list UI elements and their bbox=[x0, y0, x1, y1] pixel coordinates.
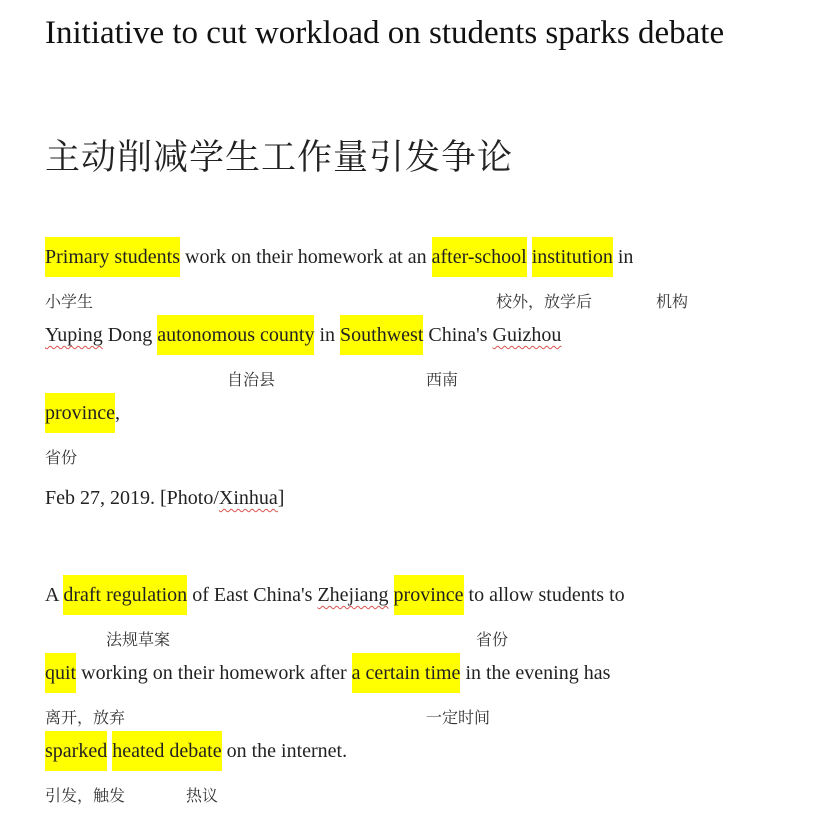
p2-line-2 bbox=[45, 653, 610, 693]
gloss-institution: 机构 bbox=[656, 292, 689, 311]
text-segment: on the internet. bbox=[221, 740, 348, 762]
highlight-heated-debate: heated debate bbox=[112, 731, 221, 771]
gloss-province: 省份 bbox=[476, 630, 509, 649]
gloss-province: 省份 bbox=[45, 448, 78, 467]
highlight-after-school: after-school bbox=[432, 237, 527, 277]
caption-text: ] bbox=[277, 487, 285, 509]
highlight-southwest: Southwest bbox=[340, 315, 423, 355]
p1-line-1 bbox=[45, 237, 633, 277]
highlight-province: province bbox=[394, 575, 464, 615]
spellcheck-xinhua: Xinhua bbox=[218, 487, 278, 509]
highlight-quit: quit bbox=[45, 653, 76, 693]
highlight-institution: institution bbox=[532, 237, 613, 277]
highlight-certain-time: a certain time bbox=[352, 653, 461, 693]
gloss-southwest: 西南 bbox=[426, 370, 459, 389]
highlight-autonomous-county: autonomous county bbox=[157, 315, 314, 355]
gloss-quit: 离开，放弃 bbox=[45, 708, 126, 727]
text-segment: to allow students to bbox=[463, 584, 625, 606]
highlight-primary-students: Primary students bbox=[45, 237, 180, 277]
p1-line-3 bbox=[45, 393, 120, 433]
text-segment: of East China's bbox=[187, 584, 318, 606]
gloss-after-school: 校外，放学后 bbox=[496, 292, 593, 311]
gloss-heated-debate: 热议 bbox=[186, 786, 219, 805]
spellcheck-guizhou: Guizhou bbox=[492, 324, 562, 346]
spellcheck-yuping: Yuping bbox=[45, 324, 103, 346]
title-english: Initiative to cut workload on students sparks debate bbox=[45, 15, 725, 51]
title-chinese: 主动削减学生工作量引发争论 bbox=[45, 138, 514, 178]
text-segment: working on their homework after bbox=[76, 662, 352, 684]
gloss-certain-time: 一定时间 bbox=[426, 708, 491, 727]
text-segment: in bbox=[612, 246, 634, 268]
p2-line-3 bbox=[45, 731, 347, 771]
text-segment: in the evening has bbox=[460, 662, 611, 684]
caption-text: Feb 27, 2019. [Photo/ bbox=[45, 487, 219, 509]
text-segment: Dong bbox=[102, 324, 158, 346]
text-segment: in bbox=[314, 324, 341, 346]
gloss-sparked: 引发，触发 bbox=[45, 786, 126, 805]
gloss-draft-regulation: 法规草案 bbox=[106, 630, 171, 649]
text-segment: work on their homework at an bbox=[180, 246, 432, 268]
spellcheck-zhejiang: Zhejiang bbox=[317, 584, 389, 606]
text-segment: China's bbox=[423, 324, 493, 346]
gloss-primary-students: 小学生 bbox=[45, 292, 94, 311]
photo-caption bbox=[45, 482, 284, 514]
gloss-autonomous-county: 自治县 bbox=[227, 370, 276, 389]
p2-line-1 bbox=[45, 575, 625, 615]
text-segment: , bbox=[114, 402, 120, 424]
p1-line-2 bbox=[45, 315, 561, 355]
highlight-province: province bbox=[45, 393, 115, 433]
highlight-sparked: sparked bbox=[45, 731, 107, 771]
text-segment: A bbox=[45, 584, 64, 606]
highlight-draft-regulation: draft regulation bbox=[63, 575, 187, 615]
